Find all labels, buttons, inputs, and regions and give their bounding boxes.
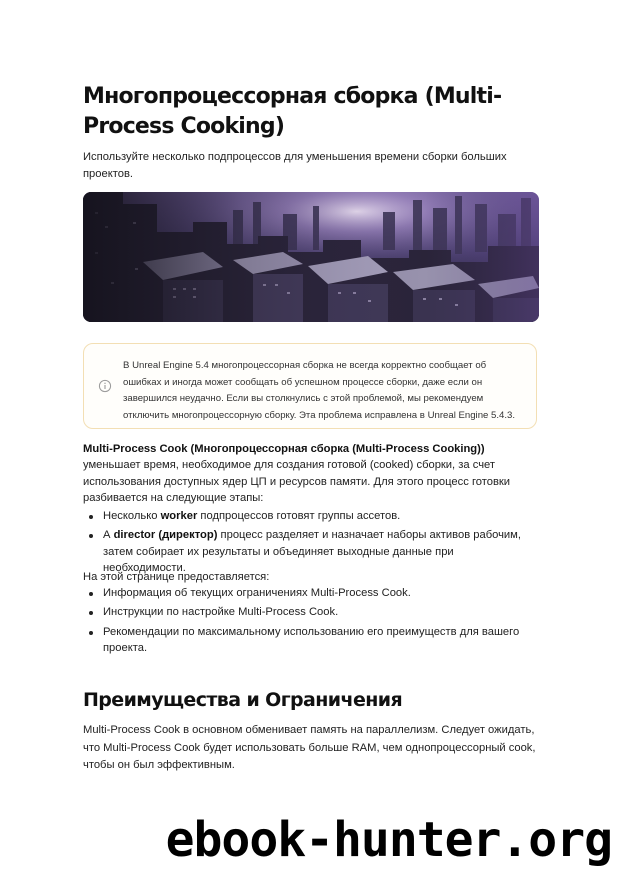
list-item: А director (директор) процесс разделяет и назначает наборы активов рабочим, затем собирает их результаты и объединяет выходные данные при необходимости. (83, 527, 539, 576)
info-icon (98, 379, 112, 393)
bullet-icon (89, 611, 93, 615)
list-item: Инструкции по настройке Multi-Process Cook. (83, 604, 539, 620)
term-director: director (директор) (113, 529, 218, 542)
page-provides-label: На этой странице предоставляется: (83, 571, 270, 583)
term-worker: worker (160, 510, 198, 522)
section-heading-advantages: Преимущества и Ограничения (83, 689, 403, 711)
page-title: Многопроцессорная сборка (Multi-Process Cooking) (83, 84, 502, 139)
list-item: Рекомендации по максимальному использованию его преимуществ для вашего проекта. (83, 624, 539, 657)
bullet-icon (89, 592, 93, 596)
info-callout (83, 343, 537, 429)
description-text: уменьшает время, необходимое для создания готовой (cooked) сборки, за счет использования доступных ядер ЦП и ресурсов памяти. Для этого процесс готовки разбивается на следующие этапы: (83, 459, 511, 504)
term-multi-process-cook: Multi-Process Cook (Многопроцессорная сборка (Multi-Process Cooking)) (83, 443, 485, 455)
advantages-text: Multi-Process Cook в основном обменивает память на параллелизм. Следует ожидать, что Multi-Process Cook будет использовать больше RAM, чем однопроцессорный cook, чтобы он был эффективным. (83, 724, 536, 771)
watermark-text: ebook-hunter.org (165, 812, 612, 868)
bullet-icon (89, 631, 93, 635)
city-skyline-illustration (83, 192, 539, 322)
list-item: Несколько worker подпроцессов готовят группы ассетов. (83, 508, 539, 524)
page-intro: Используйте несколько подпроцессов для уменьшения времени сборки больших проектов. (83, 151, 507, 180)
hero-city-image (83, 192, 539, 322)
bullet-icon (89, 534, 93, 538)
bullet-icon (89, 515, 93, 519)
multi-process-description (83, 441, 539, 506)
list-item: Информация об текущих ограничениях Multi-Process Cook. (83, 585, 539, 601)
info-callout-text: В Unreal Engine 5.4 многопроцессорная сборка не всегда корректно сообщает об ошибках и иногда может сообщать об успешном процессе сборки, даже если он завершился неудачно. Если вы столкнулись с этой проблемой, мы рекомендуем отключить многопроцессорную сборку. Эта проблема исправлена в Unreal Engine 5.4.3. (123, 360, 516, 421)
page-provides-list (83, 585, 539, 659)
